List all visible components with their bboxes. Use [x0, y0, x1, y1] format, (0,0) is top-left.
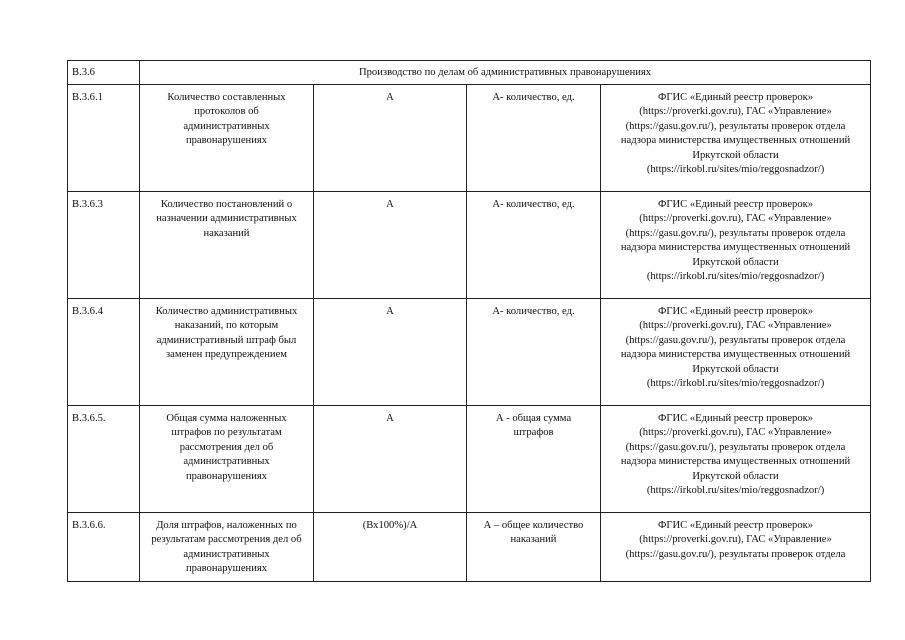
indicator-variables: А - общая сумма штрафов	[467, 405, 601, 512]
table-row	[68, 405, 871, 512]
indicator-code: В.3.6.4	[68, 298, 140, 405]
table-row	[68, 84, 871, 191]
indicator-name: Общая сумма наложенных штрафов по результатам рассмотрения дел об административных правонарушениях	[140, 405, 314, 512]
indicator-variables: А – общее количество наказаний	[467, 512, 601, 581]
indicator-formula: А	[314, 84, 467, 191]
indicator-formula: А	[314, 405, 467, 512]
indicator-source: ФГИС «Единый реестр проверок» (https://proverki.gov.ru), ГАС «Управление» (https://gasu.gov.ru/), результаты проверок отдела надзора министерства имущественных отношений Иркутской области (https://irkobl.ru/sites/mio/reggosnadzor/)	[601, 84, 871, 191]
indicator-name: Доля штрафов, наложенных по результатам рассмотрения дел об административных правонарушениях	[140, 512, 314, 581]
indicator-formula: А	[314, 298, 467, 405]
indicator-source: ФГИС «Единый реестр проверок» (https://proverki.gov.ru), ГАС «Управление» (https://gasu.gov.ru/), результаты проверок отдела надзора министерства имущественных отношений Иркутской области (https://irkobl.ru/sites/mio/reggosnadzor/)	[601, 298, 871, 405]
indicator-name: Количество административных наказаний, по которым административный штраф был заменен предупреждением	[140, 298, 314, 405]
table-row	[68, 298, 871, 405]
indicator-code: В.3.6.6.	[68, 512, 140, 581]
indicator-name: Количество составленных протоколов об административных правонарушениях	[140, 84, 314, 191]
indicator-code: В.3.6.3	[68, 191, 140, 298]
indicator-formula: А	[314, 191, 467, 298]
table-row	[68, 512, 871, 581]
indicator-code: В.3.6.5.	[68, 405, 140, 512]
section-header-row	[68, 61, 871, 85]
indicator-code: В.3.6.1	[68, 84, 140, 191]
indicator-variables: А- количество, ед.	[467, 191, 601, 298]
section-title: Производство по делам об административных правонарушениях	[140, 61, 871, 85]
indicator-formula: (Вх100%)/А	[314, 512, 467, 581]
indicator-variables: А- количество, ед.	[467, 298, 601, 405]
indicator-source: ФГИС «Единый реестр проверок» (https://proverki.gov.ru), ГАС «Управление» (https://gasu.gov.ru/), результаты проверок отдела	[601, 512, 871, 581]
indicator-variables: А- количество, ед.	[467, 84, 601, 191]
indicators-table	[67, 60, 871, 582]
indicator-name: Количество постановлений о назначении административных наказаний	[140, 191, 314, 298]
table-row	[68, 191, 871, 298]
section-code: В.3.6	[68, 61, 140, 85]
indicator-source: ФГИС «Единый реестр проверок» (https://proverki.gov.ru), ГАС «Управление» (https://gasu.gov.ru/), результаты проверок отдела надзора министерства имущественных отношений Иркутской области (https://irkobl.ru/sites/mio/reggosnadzor/)	[601, 191, 871, 298]
indicator-source: ФГИС «Единый реестр проверок» (https://proverki.gov.ru), ГАС «Управление» (https://gasu.gov.ru/), результаты проверок отдела надзора министерства имущественных отношений Иркутской области (https://irkobl.ru/sites/mio/reggosnadzor/)	[601, 405, 871, 512]
